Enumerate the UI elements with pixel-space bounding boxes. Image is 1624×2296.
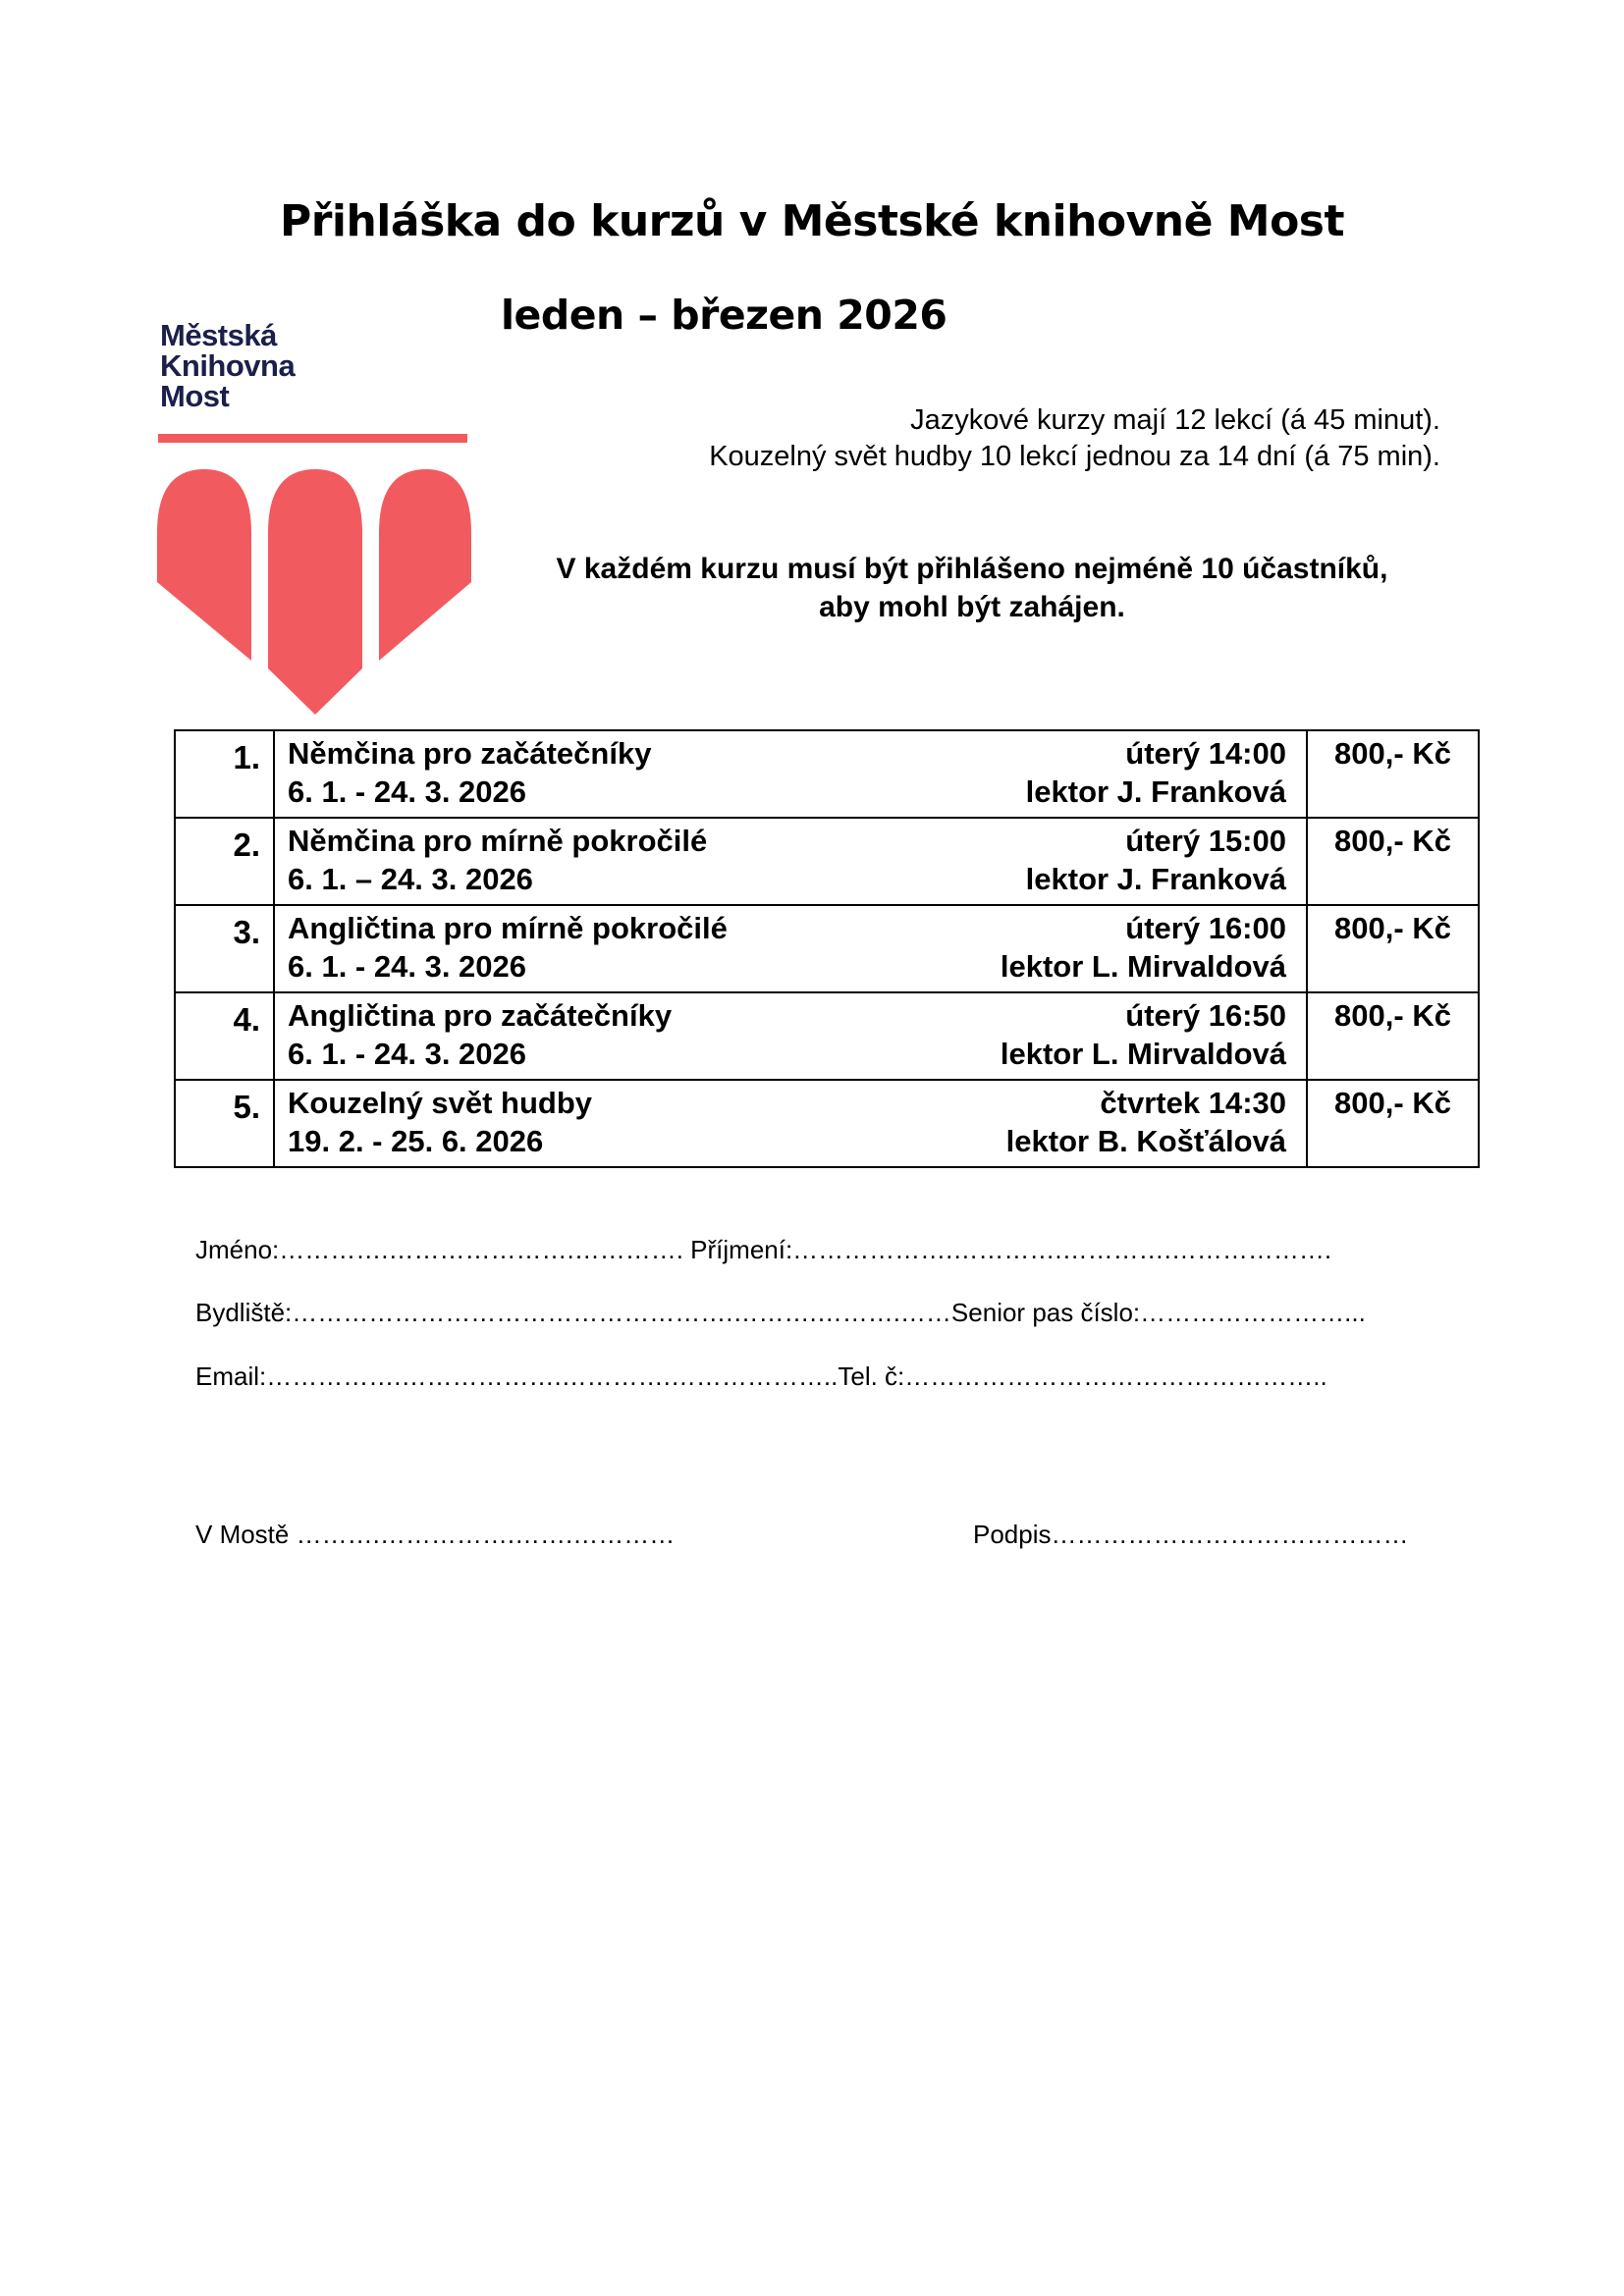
course-name: Kouzelný svět hudby [288, 1086, 593, 1120]
notice-line-1: V každém kurzu musí být přihlášeno nejméně 10 účastníků, [556, 553, 1388, 585]
notice-line-2: aby mohl být zahájen. [819, 591, 1125, 623]
course-price: 800,- Kč [1307, 905, 1479, 992]
course-info [709, 402, 1440, 475]
logo-line-1: Městská [160, 318, 277, 352]
course-dates: 19. 2. - 25. 6. 2026 [288, 1124, 544, 1158]
course-number: 2. [175, 818, 274, 905]
course-price: 800,- Kč [1307, 730, 1479, 818]
page-subtitle: leden – březen 2026 [501, 292, 947, 339]
logo-bar [158, 434, 467, 443]
course-dates: 6. 1. - 24. 3. 2026 [288, 1037, 527, 1071]
course-schedule: úterý 15:00 [1125, 824, 1286, 858]
course-price: 800,- Kč [1307, 992, 1479, 1080]
course-lector: lektor L. Mirvaldová [1000, 1037, 1286, 1071]
course-schedule: čtvrtek 14:30 [1100, 1086, 1286, 1120]
course-number: 5. [175, 1080, 274, 1167]
logo-heart-left [157, 469, 251, 661]
address-senior-pass-field[interactable]: Bydliště:…………………………………………….……….……….……Senior pas číslo:……………………... [195, 1298, 1366, 1327]
course-details [274, 730, 1307, 818]
course-lector: lektor J. Franková [1025, 862, 1286, 896]
course-dates: 6. 1. – 24. 3. 2026 [288, 862, 533, 896]
page-title: Přihláška do kurzů v Městské knihovně Most [279, 196, 1345, 246]
logo-heart-middle [268, 469, 362, 715]
logo-line-2: Knihovna [160, 348, 296, 383]
email-phone-field[interactable]: Email:…………….……………….………….………………..Tel. č:………………………………………….. [195, 1362, 1327, 1391]
course-name: Angličtina pro začátečníky [288, 998, 673, 1033]
minimum-participants-notice [412, 550, 1532, 626]
info-line-1: Jazykové kurzy mají 12 lekcí (á 45 minut). [910, 404, 1440, 436]
name-surname-field[interactable]: Jméno:………….………………….…………. Příjmení:……………….………….………….………………. [195, 1235, 1332, 1264]
course-price: 800,- Kč [1307, 818, 1479, 905]
course-row [175, 730, 1479, 818]
course-name: Angličtina pro mírně pokročilé [288, 911, 728, 945]
library-logo-text [160, 320, 295, 411]
course-name: Němčina pro mírně pokročilé [288, 824, 708, 858]
course-number: 3. [175, 905, 274, 992]
course-details [274, 818, 1307, 905]
signature-field[interactable]: Podpis…………………………………… [973, 1520, 1409, 1549]
course-dates: 6. 1. - 24. 3. 2026 [288, 949, 527, 984]
course-number: 1. [175, 730, 274, 818]
course-schedule: úterý 16:50 [1125, 998, 1286, 1033]
course-name: Němčina pro začátečníky [288, 736, 652, 771]
course-details [274, 905, 1307, 992]
place-field[interactable]: V Mostě ……….…………….…….………… [195, 1520, 676, 1549]
course-lector: lektor J. Franková [1025, 774, 1286, 809]
course-lector: lektor L. Mirvaldová [1000, 949, 1286, 984]
course-schedule: úterý 16:00 [1125, 911, 1286, 945]
courses-table [174, 729, 1480, 1168]
course-row [175, 992, 1479, 1080]
course-price: 800,- Kč [1307, 1080, 1479, 1167]
course-row [175, 1080, 1479, 1167]
course-number: 4. [175, 992, 274, 1080]
course-schedule: úterý 14:00 [1125, 736, 1286, 771]
course-lector: lektor B. Košťálová [1005, 1124, 1286, 1158]
logo-line-3: Most [160, 379, 230, 413]
course-details [274, 992, 1307, 1080]
course-row [175, 818, 1479, 905]
course-row [175, 905, 1479, 992]
info-line-2: Kouzelný svět hudby 10 lekcí jednou za 14 dní (á 75 min). [709, 441, 1440, 472]
course-dates: 6. 1. - 24. 3. 2026 [288, 774, 527, 809]
course-details [274, 1080, 1307, 1167]
